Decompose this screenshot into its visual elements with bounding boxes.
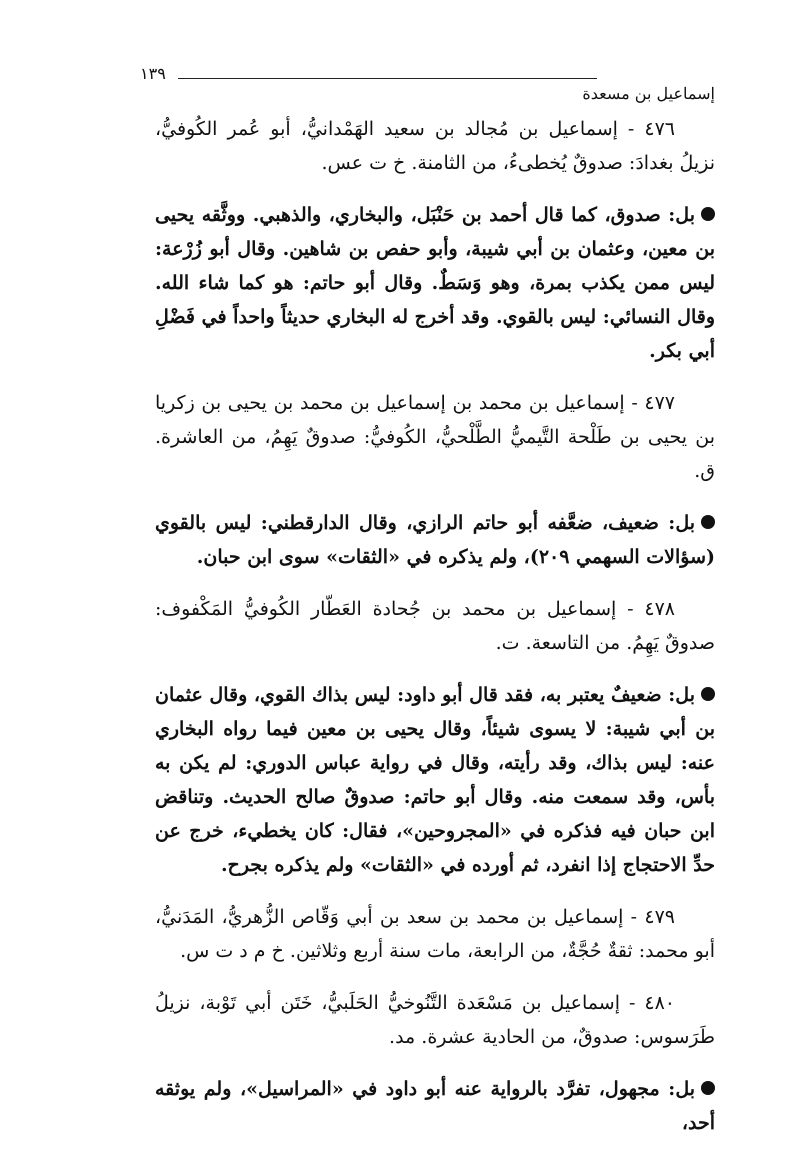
comment-476 <box>155 198 715 368</box>
comment-480 <box>155 1072 715 1140</box>
bullet-icon <box>701 515 715 529</box>
comment-text: بل: صدوق، كما قال أحمد بن حَنْبَل، والبخاري، والذهبي. ووثَّقه يحيى بن معين، وعثمان بن أبي شيبة، وأبو حفص بن شاهين. وقال أبو زُرْعة: ليس ممن يكذب بمرة، وهو وَسَطٌ. وقال أبو حاتم: هو كما شاء الله. وقال النسائي: ليس بالقوي. وقد أخرج له البخاري حديثاً واحداً في فَضْلِ أبي بكر. <box>155 204 715 362</box>
header-rule <box>178 78 597 79</box>
running-title: إسماعيل بن مسعدة <box>582 84 715 103</box>
comment-text: بل: مجهول، تفرَّد بالرواية عنه أبو داود في «المراسيل»، ولم يوثقه أحد، <box>155 1078 715 1134</box>
entry-text: ٤٧٦ - إسماعيل بن مُجالد بن سعيد الهَمْدانيُّ، أبو عُمر الكُوفيُّ، نزيلُ بغدادَ: صدوقٌ يُخطىءُ، من الثامنة. خ ت عس. <box>155 118 715 174</box>
page-header <box>140 64 715 103</box>
entry-478 <box>155 592 715 660</box>
entry-477 <box>155 386 715 488</box>
comment-477 <box>155 506 715 574</box>
entry-480 <box>155 986 715 1054</box>
entry-476 <box>155 112 715 180</box>
page-number: ١٣٩ <box>140 64 166 83</box>
entry-text: ٤٧٧ - إسماعيل بن محمد بن إسماعيل بن محمد بن يحيى بن زكريا بن يحيى بن طَلْحة التَّيميُّ الطَّلْحيُّ، الكُوفيُّ: صدوقٌ يَهِمُ، من العاشرة. ق. <box>155 392 715 482</box>
entry-text: ٤٧٩ - إسماعيل بن محمد بن سعد بن أبي وَقّاص الزُّهريُّ، المَدَنيُّ، أبو محمد: ثقةٌ حُجَّةٌ، من الرابعة، مات سنة أربع وثلاثين. خ م د ت س. <box>155 906 715 962</box>
bullet-icon <box>701 1081 715 1095</box>
entry-text: ٤٨٠ - إسماعيل بن مَسْعَدة التَّنُوخيُّ الحَلَبيُّ، خَتَن أبي تَوْبة، نزيلُ طَرَسوس: صدوقٌ، من الحادية عشرة. مد. <box>155 992 715 1048</box>
comment-478 <box>155 678 715 882</box>
bullet-icon <box>701 207 715 221</box>
entry-479 <box>155 900 715 968</box>
entry-text: ٤٧٨ - إسماعيل بن محمد بن جُحادة العَطّار الكُوفيُّ المَكْفوف: صدوقٌ يَهِمُ. من التاسعة. ت. <box>155 598 715 654</box>
comment-text: بل: ضعيفٌ يعتبر به، فقد قال أبو داود: ليس بذاك القوي، وقال عثمان بن أبي شيبة: لا يسوى شيئاً، وقال يحيى بن معين فيما رواه البخاري عنه: ليس بذاك، وقد رأيته، وقال في رواية عباس الدوري: لم يكن به بأس، وقد سمعت منه. وقال أبو حاتم: صدوقٌ صالح الحديث. وتناقض ابن حبان فيه فذكره في «المجروحين»، فقال: كان يخطيء، خرج عن حدِّ الاحتجاج إذا انفرد، ثم أورده في «الثقات» ولم يذكره بجرح. <box>155 684 715 876</box>
comment-text: بل: ضعيف، ضعَّفه أبو حاتم الرازي، وقال الدارقطني: ليس بالقوي (سؤالات السهمي ٢٠٩)، ولم يذكره في «الثقات» سوى ابن حبان. <box>155 512 715 568</box>
page-body <box>155 112 715 1158</box>
bullet-icon <box>701 687 715 701</box>
